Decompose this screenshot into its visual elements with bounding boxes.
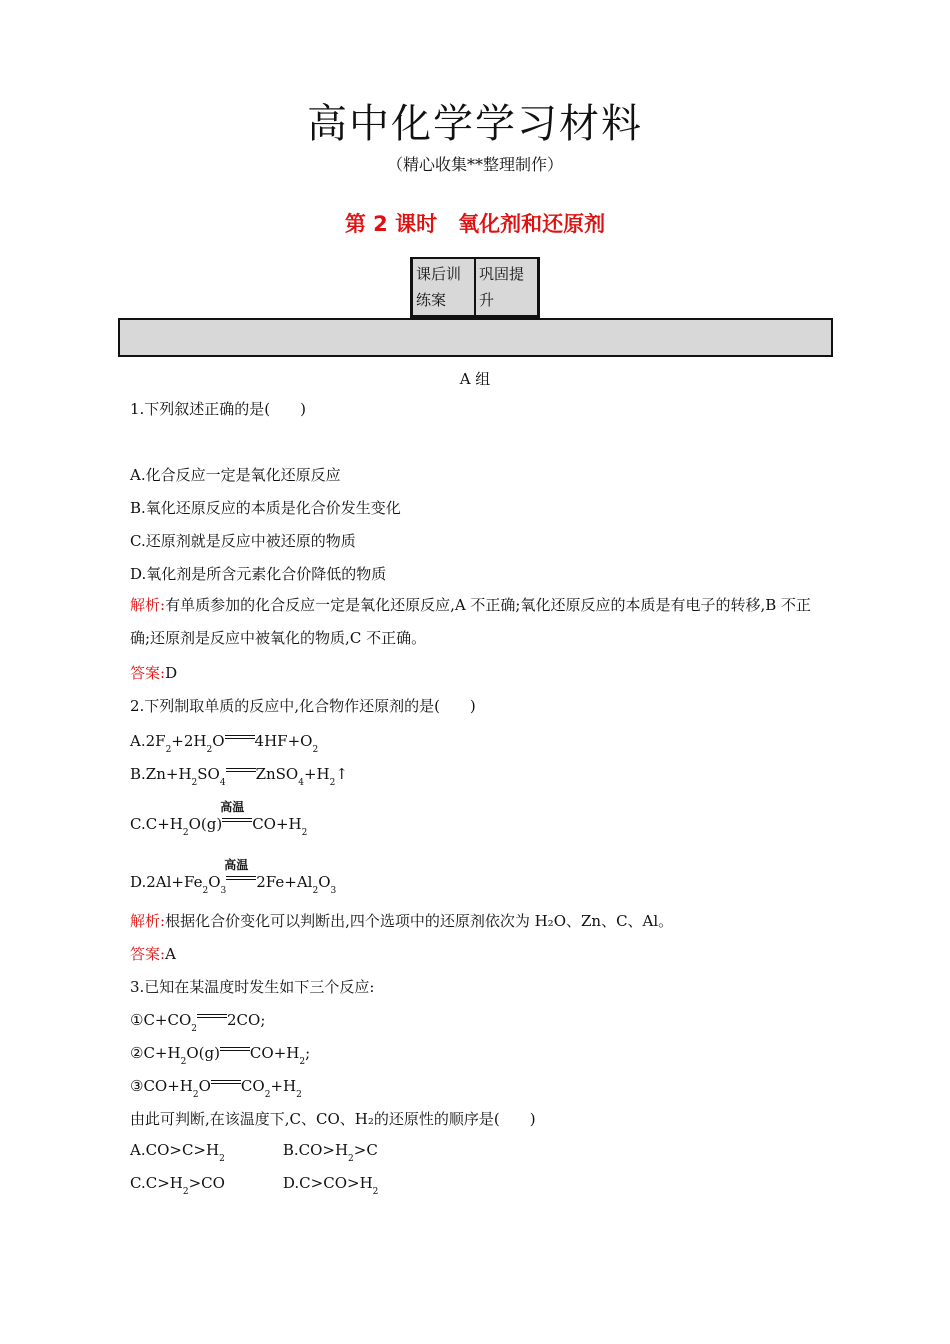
analysis-label: 解析: [130, 596, 166, 614]
answer-label: 答案: [130, 945, 166, 963]
q1-analysis [130, 589, 830, 655]
analysis-label: 解析: [130, 912, 166, 930]
q3-reaction-2: $②C+H_2O(g)$ $CO+H_2$; [130, 1044, 311, 1067]
q2-stem: 2.下列制取单质的反应中,化合物作还原剂的是( ) [130, 697, 476, 715]
q2-answer [130, 943, 176, 964]
q2-answer-value: A [165, 945, 176, 963]
q2-option-a: $A.2F_2+2H_2O$ $4HF+O_2$ [130, 732, 319, 755]
page-subtitle: （精心收集**整理制作） [386, 155, 563, 174]
q2-analysis [130, 910, 673, 931]
q1-answer-value: D [165, 664, 178, 682]
q2-option-b: $B.Zn+H_2SO_4$ $ZnSO_4+H_2↑$ [130, 765, 348, 788]
q1-stem: 1.下列叙述正确的是( ) [130, 400, 307, 418]
q1-answer [130, 662, 177, 683]
page-title: 高中化学学习材料 [307, 101, 643, 147]
condition-label: 高温 [224, 858, 249, 872]
q3-reaction-3: $③CO+H_2O$ $CO_2+H_2$ [130, 1077, 302, 1100]
condition-label: 高温 [220, 800, 245, 814]
q3-options-cd: $C.C>H_2>CO$ $D.C>CO>H_2$ [130, 1174, 379, 1197]
q1-option-a: A.化合反应一定是氧化还原反应 [130, 466, 341, 484]
q2-analysis-text: 根据化合价变化可以判断出,四个选项中的还原剂依次为 H₂O、Zn、C、Al。 [165, 912, 674, 930]
answer-label: 答案: [130, 664, 166, 682]
section-tabs [410, 257, 540, 318]
q1-option-b: B.氧化还原反应的本质是化合价发生变化 [130, 499, 401, 517]
q3-options-ab: $A.CO>C>H_2$ $B.CO>H_2>C$ [130, 1141, 378, 1164]
q3-reaction-1: $①C+CO_2$ 2CO; [130, 1011, 266, 1034]
q3-question: 由此可判断,在该温度下,C、CO、H₂的还原性的顺序是( ) [130, 1110, 536, 1128]
q3-stem: 3.已知在某温度时发生如下三个反应: [130, 978, 375, 996]
q1-option-c: C.还原剂就是反应中被还原的物质 [130, 532, 356, 550]
q2-option-c: $C.C+H_2O(g)$ 高温 $CO+H_2$ [130, 800, 308, 838]
tab-improve: 巩固提升 [479, 265, 525, 309]
q1-option-d: D.氧化剂是所含元素化合价降低的物质 [130, 565, 387, 583]
q1-analysis-text: 有单质参加的化合反应一定是氧化还原反应,A 不正确;氧化还原反应的本质是有电子的转移,B 不正确;还原剂是反应中被氧化的物质,C 不正确。 [130, 596, 812, 647]
q2-option-d: $D.2Al+Fe_2O_3$ 高温 $2Fe+Al_2O_3$ [130, 858, 337, 896]
group-heading: A 组 [459, 370, 491, 388]
section-bar [118, 318, 833, 357]
tab-exercise: 课后训练案 [413, 259, 476, 315]
lesson-title: 第 2 课时 氧化剂和还原剂 [344, 212, 606, 236]
